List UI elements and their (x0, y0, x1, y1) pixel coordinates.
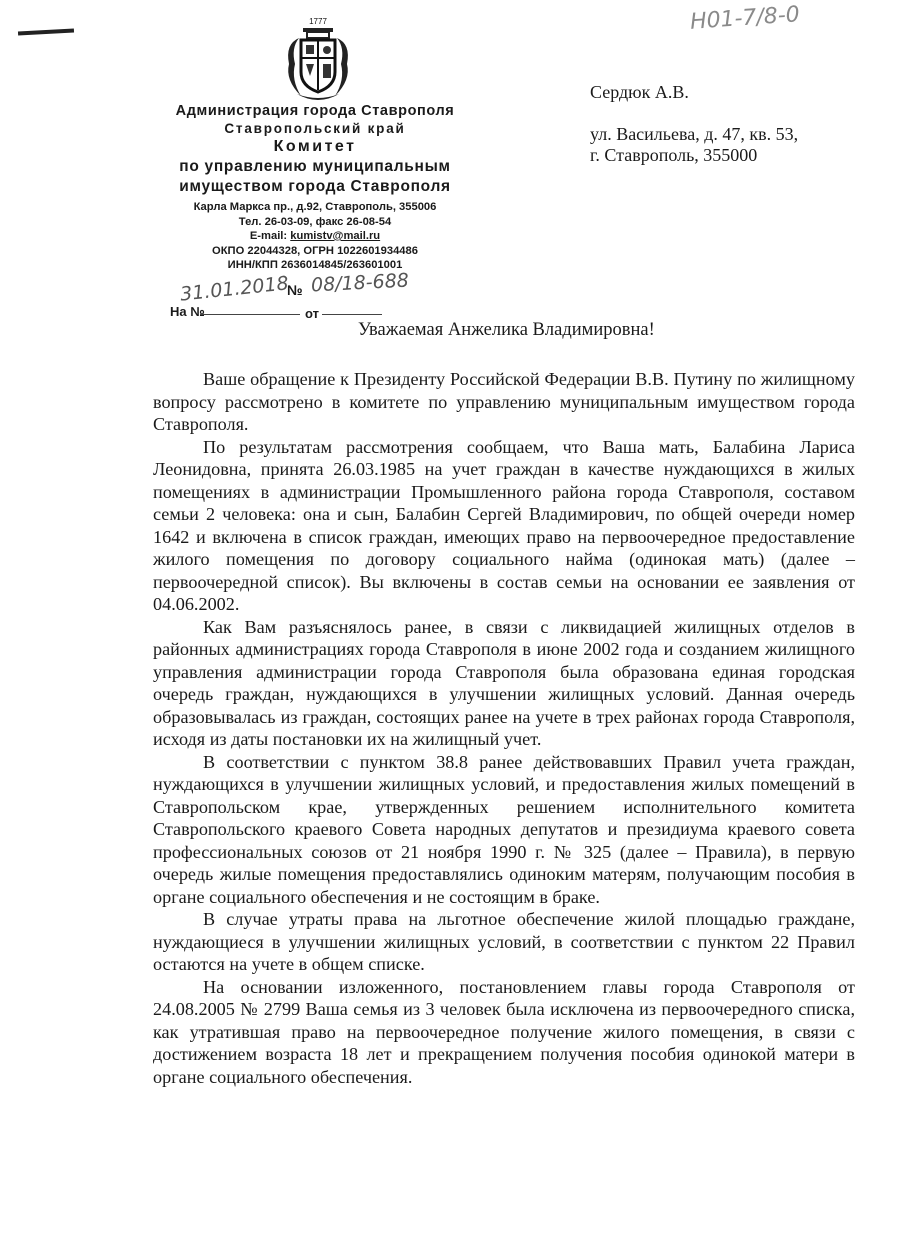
recipient-name: Сердюк А.В. (590, 82, 689, 102)
email-link[interactable]: kumistv@mail.ru (290, 230, 381, 242)
from-line (322, 314, 382, 315)
letterhead-committee-line2: по управлению муниципальным (179, 158, 451, 175)
letterhead-region: Ставропольский край (224, 121, 406, 136)
corner-handwritten-note: Н01-7/8-0 (689, 2, 801, 35)
paragraph: Как Вам разъяснялось ранее, в связи с ликвидацией жилищных отделов в районных администрациях города Ставрополя в июне 2002 года и созданием жилищного управления администрации города Ставрополя была образована единая городская очередь граждан, нуждающихся в улучшении жилищных условий. Данная очередь образовывалась из граждан, состоящих ранее на учете в трех районах города Ставрополя, исходя из даты постановки их на жилищный учет. (153, 616, 855, 749)
letterhead-committee-line3: имуществом города Ставрополя (179, 178, 451, 195)
letter-body (153, 368, 855, 1088)
registration-number: 08/18-688 (310, 269, 410, 297)
paragraph: По результатам рассмотрения сообщаем, что Ваша мать, Балабина Лариса Леонидовна, принята 26.03.1985 на учет граждан в качестве нуждающихся в жилых помещениях в администрации Промышленного района города Ставрополя, составом семьи 2 человека: она и сын, Балабин Сергей Владимирович, по общей очереди номер 1642 и включена в список граждан, имеющих право на первоочередное предоставление жилого помещения по договору социального найма (одинокая мать) (далее – первоочередной список). Вы включены в состав семьи на основании ее заявления от 04.06.2002. (153, 436, 855, 614)
scan-mark (18, 29, 74, 36)
paragraph: В соответствии с пунктом 38.8 ранее действовавших Правил учета граждан, нуждающихся в улучшении жилищных условий, и предоставления жилых помещений в Ставропольском крае, утвержденных решением исполнительного комитета Ставропольского краевого Совета народных депутатов и президиума краевого совета профессиональных союзов от 21 ноября 1990 г. № 325 (далее – Правила), в первую очередь жилые помещения предоставлялись одиноким матерям, получающим пособия в органе социального обеспечения и не состоящим в браке. (153, 751, 855, 907)
emblem-year: 1777 (309, 17, 327, 26)
reference-label: На № (170, 304, 205, 319)
paragraph: В случае утраты права на льготное обеспечение жилой площадью граждане, нуждающиеся в улучшении жилищных условий, в соответствии с пунктом 22 Правил остаются на учете в общем списке. (153, 909, 855, 974)
paragraph: На основании изложенного, постановлением главы города Ставрополя от 24.08.2005 № 2799 Ваша семья из 3 человек была исключена из первоочередного списка, как утратившая право на первоочередное получение жилого помещения, в связи с достижением возраста 18 лет и прекращением получения пособия одинокой матери в органе социального обеспечения. (153, 976, 855, 1087)
letterhead-email-row (150, 229, 480, 244)
recipient-address-line1: ул. Васильева, д. 47, кв. 53, (590, 124, 799, 144)
letterhead-committee: Комитет (273, 138, 357, 155)
letterhead-address: Карла Маркса пр., д.92, Ставрополь, 355006 (193, 201, 437, 213)
letterhead-contacts (150, 200, 480, 273)
from-label: от (305, 306, 319, 321)
recipient-block (590, 82, 798, 166)
letterhead-block (150, 103, 480, 273)
email-label: E-mail: (249, 230, 288, 242)
paragraph: Ваше обращение к Президенту Российской Федерации В.В. Путину по жилищному вопросу рассмотрено в комитете по управлению муниципальным имуществом города Ставрополя. (153, 369, 855, 434)
letterhead-phones: Тел. 26-03-09, факс 26-08-54 (238, 215, 392, 228)
letterhead-administration: Администрация города Ставрополя (175, 103, 455, 119)
recipient-address-line2: г. Ставрополь, 355000 (590, 145, 758, 165)
letterhead-okpo: ОКПО 22044328, ОГРН 1022601934486 (212, 244, 418, 257)
reference-line (200, 314, 300, 315)
letterhead-inn: ИНН/КПП 2636014845/263601001 (227, 259, 403, 271)
registration-date: 31.01.2018 (179, 272, 290, 306)
coat-of-arms-emblem (277, 14, 359, 106)
greeting: Уважаемая Анжелика Владимировна! (358, 320, 655, 340)
registration-number-label: № (287, 282, 303, 298)
